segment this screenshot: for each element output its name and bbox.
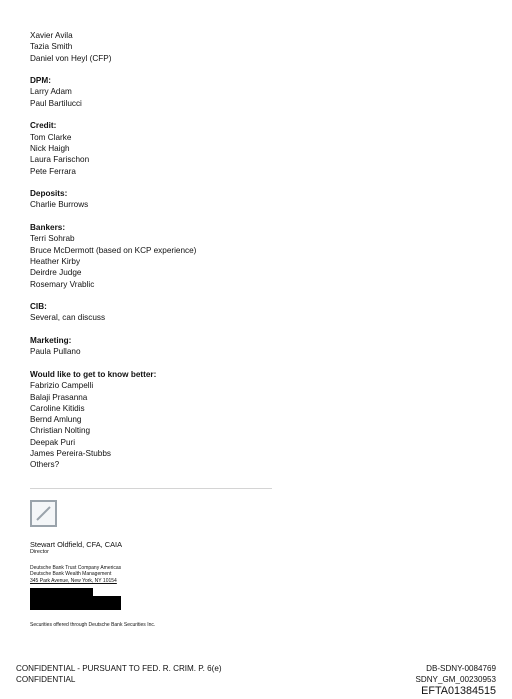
list-item: Laura Farischon bbox=[30, 155, 90, 165]
deutsche-bank-logo-icon bbox=[30, 500, 57, 527]
bates-number: SDNY_GM_00230953 bbox=[415, 675, 496, 684]
section-heading: Bankers: bbox=[30, 223, 66, 233]
section-bankers bbox=[30, 222, 330, 290]
address-line: 345 Park Avenue, New York, NY 10154 bbox=[30, 577, 117, 584]
contact-list bbox=[30, 30, 330, 482]
section-heading: Deposits: bbox=[30, 189, 68, 199]
company-line: Deutsche Bank Trust Company Americas bbox=[30, 565, 122, 571]
bates-numbers bbox=[415, 663, 496, 697]
section-get-to-know bbox=[30, 369, 330, 471]
list-item: Others? bbox=[30, 460, 60, 470]
list-item: James Pereira-Stubbs bbox=[30, 448, 111, 458]
confidentiality-footer bbox=[16, 663, 222, 685]
list-item: Several, can discuss bbox=[30, 313, 106, 323]
section-heading: Would like to get to know better: bbox=[30, 369, 157, 379]
footer-line: CONFIDENTIAL bbox=[16, 675, 76, 684]
section-heading: DPM: bbox=[30, 76, 51, 86]
list-item: Daniel von Heyl (CFP) bbox=[30, 53, 112, 63]
list-item: Balaji Prasanna bbox=[30, 392, 88, 402]
list-item: Christian Nolting bbox=[30, 426, 91, 436]
redaction-bar bbox=[30, 596, 121, 610]
list-item: Caroline Kitidis bbox=[30, 403, 85, 413]
list-item: Tom Clarke bbox=[30, 132, 72, 142]
bates-number: DB-SDNY-0084769 bbox=[426, 664, 496, 673]
list-item: Charlie Burrows bbox=[30, 200, 89, 210]
list-item: Deirdre Judge bbox=[30, 268, 82, 278]
bates-number: EFTA01384515 bbox=[421, 685, 496, 697]
intro-section bbox=[30, 30, 330, 64]
list-item: Deepak Puri bbox=[30, 437, 76, 447]
section-heading: Marketing: bbox=[30, 336, 72, 346]
signature-title: Director bbox=[30, 549, 49, 555]
list-item: Tazia Smith bbox=[30, 42, 73, 52]
logo-slash-icon bbox=[32, 502, 55, 525]
section-heading: CIB: bbox=[30, 302, 47, 312]
list-item: Nick Haigh bbox=[30, 143, 70, 153]
section-cib bbox=[30, 301, 330, 324]
list-item: Larry Adam bbox=[30, 87, 72, 97]
section-deposits bbox=[30, 188, 330, 211]
signature-address-block bbox=[30, 565, 121, 584]
list-item: Rosemary Vrablic bbox=[30, 279, 95, 289]
list-item: Bernd Amlung bbox=[30, 415, 82, 425]
list-item: Heather Kirby bbox=[30, 256, 81, 266]
securities-disclaimer: Securities offered through Deutsche Bank Securities Inc. bbox=[30, 622, 156, 628]
list-item: Xavier Avila bbox=[30, 31, 73, 40]
signature-divider bbox=[30, 488, 272, 489]
list-item: Bruce McDermott (based on KCP experience) bbox=[30, 245, 197, 255]
list-item: Terri Sohrab bbox=[30, 234, 75, 244]
list-item: Paula Pullano bbox=[30, 347, 81, 357]
list-item: Fabrizio Campelli bbox=[30, 381, 94, 391]
list-item: Paul Bartilucci bbox=[30, 98, 82, 108]
redaction-bar bbox=[30, 588, 93, 596]
list-item: Pete Ferrara bbox=[30, 166, 76, 176]
section-dpm bbox=[30, 75, 330, 109]
footer-line: CONFIDENTIAL - PURSUANT TO FED. R. CRIM. P. 6(e) bbox=[16, 664, 222, 673]
signature-name: Stewart Oldfield, CFA, CAIA bbox=[30, 540, 123, 549]
section-credit bbox=[30, 120, 330, 176]
company-line: Deutsche Bank Wealth Management bbox=[30, 571, 112, 578]
section-marketing bbox=[30, 335, 330, 358]
section-heading: Credit: bbox=[30, 121, 57, 131]
